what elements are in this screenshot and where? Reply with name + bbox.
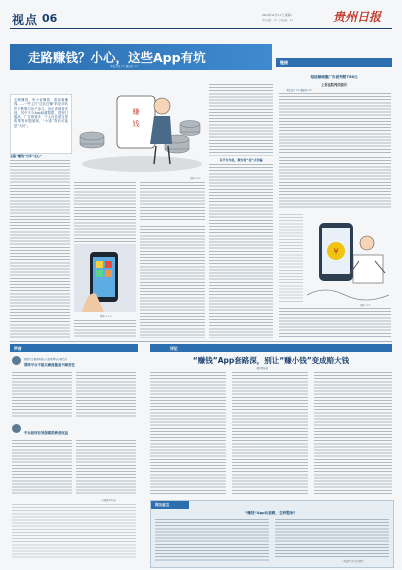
sidebar-illustration-caption: 漫画 ××× (360, 304, 371, 307)
svg-text:¥: ¥ (333, 247, 339, 256)
sidebar-body-bottom (279, 308, 391, 338)
commentary-title: “赚钱”App套路深，别让“赚小钱”变成赔大钱 (192, 356, 350, 365)
svg-text:赚: 赚 (132, 108, 140, 116)
voice-item1-body-a (12, 372, 72, 418)
commentary-tag-label: 评论 (170, 345, 178, 351)
main-illustration (72, 84, 205, 174)
bottom-box-tag (151, 501, 189, 509)
commentary-col3 (314, 372, 392, 496)
voice-tag-label: 声音 (14, 345, 22, 351)
body-photo (74, 244, 136, 312)
phone-hand-photo (74, 244, 136, 312)
lead-text: 走路赚钱、听小说赚钱、看视频赚钱……一些主打“边玩边赚”的应用软件不断吸引用户参与。但记者调查发现，其中不少App暗藏陷阱，提现门槛高、广告弹窗多、个人信息被过度收集等问题频现，“小钱”背后可能是“大坑”。 (14, 98, 68, 128)
body-photo-caption: 图画 × × × (100, 315, 112, 318)
commentary-tag (150, 344, 392, 352)
paper-logo: 贵州日报 (333, 10, 382, 24)
voice-item2-body-a (12, 440, 72, 496)
bottom-box-note: （本版图片均为资料图） (341, 560, 366, 563)
main-banner (10, 44, 272, 70)
masthead-rule (10, 28, 392, 29)
voice-item1-body-b (76, 372, 136, 418)
voice-item2-title: 平台如何有效保障消费者权益 (24, 431, 69, 435)
main-body-col3a (140, 182, 205, 222)
date-line: 2024年12月××日 星期× (262, 14, 293, 17)
sidebar-body (279, 93, 391, 155)
main-byline: 本报记者 ×× 通讯员 ×× (110, 65, 139, 68)
voice-item2-body-b (76, 440, 136, 496)
bottom-box-tag-label: 网友留言 (155, 502, 170, 507)
sidebar-body-left (279, 214, 303, 304)
voice-tag (10, 344, 138, 352)
section-name: 视点 (12, 13, 39, 27)
bottom-box-col2 (275, 519, 389, 557)
main-headline: 走路赚钱？小心，这些App有坑 (28, 50, 206, 65)
voice-item1-sub: 网络平台要承担起应有的管理与审核责任 (24, 358, 68, 361)
svg-text:钱: 钱 (132, 120, 140, 128)
bottom-box-col1 (155, 519, 269, 561)
main-body-col3b (140, 226, 205, 338)
main-body-col4a (209, 84, 273, 156)
voice-item2-body-c (12, 504, 136, 560)
main-illustration-caption: 漫画 ××× (190, 177, 201, 180)
main-body-col4b (209, 164, 273, 338)
coin-pile-cartoon-image (72, 84, 205, 174)
voice-avatar-2 (12, 424, 21, 433)
masthead (0, 0, 402, 30)
subhead-2: 以平台为名，欺诈者“花”式诈骗 (219, 158, 263, 162)
editor-line: 责任编辑：×× 美术编辑：×× (262, 19, 294, 22)
sidebar-tag (276, 58, 392, 67)
page-number: 06 (42, 12, 58, 25)
voice-avatar-1 (12, 356, 21, 365)
lead-box (10, 94, 72, 154)
sidebar-title: 短视频刷搬广告被判赔756元 (310, 75, 358, 79)
sidebar-body-cont (279, 157, 391, 209)
voice-item1-title: 网络平台不能只顾流量而不顾责任 (24, 363, 75, 367)
phone-cartoon-image (305, 215, 391, 301)
bottom-box (150, 500, 394, 568)
commentary-col2 (232, 372, 308, 496)
sidebar-subtitle: 上诉法院判决驳回 (321, 83, 347, 87)
sidebar-tag-label: 链接 (280, 59, 288, 65)
main-body-col2a (74, 182, 136, 242)
sidebar-illustration (305, 215, 391, 301)
voice-item2-source: （均据新华社电） (100, 499, 118, 502)
main-body-col2b (74, 320, 136, 338)
mid-divider (10, 341, 392, 342)
bottom-box-title: “赚钱”App玩套路，怎样整治？ (244, 511, 298, 515)
commentary-byline: 本报评论员 (256, 367, 268, 370)
commentary-col1 (150, 372, 226, 496)
main-body-col1 (10, 160, 70, 338)
subhead-1: 走路“赚钱”有多“走心” (10, 154, 42, 158)
sidebar-byline: 本报记者 ×× 通讯员 ×× (286, 89, 312, 92)
